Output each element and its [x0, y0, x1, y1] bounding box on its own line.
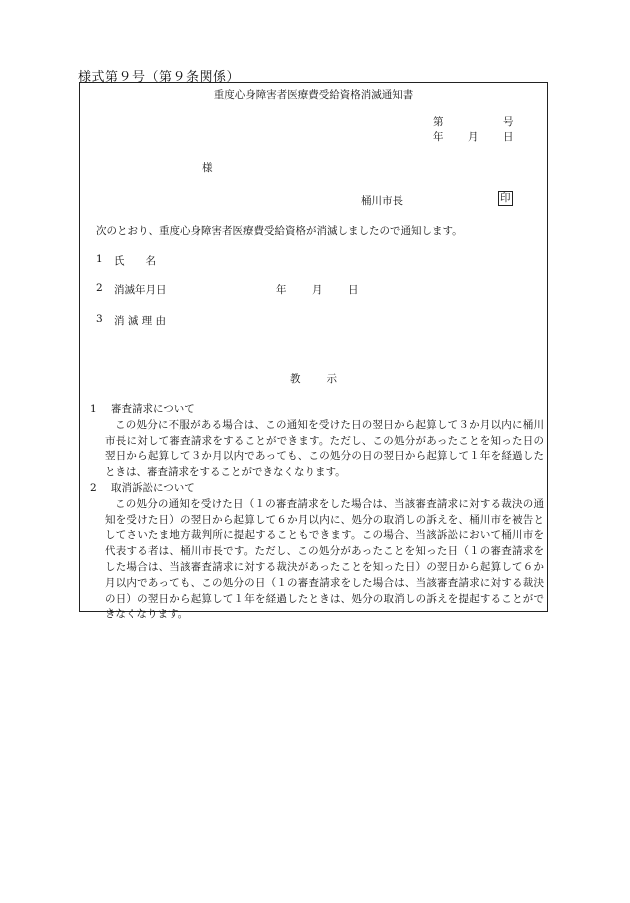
issuer-name: 桶川市長: [361, 195, 403, 207]
note-2-heading-text: 取消訴訟について: [111, 481, 195, 494]
note-1-number: 1: [90, 403, 97, 415]
date-month-label: 月: [468, 131, 479, 143]
date-day-label: 日: [503, 131, 514, 143]
instruction-title: 教示: [290, 373, 363, 385]
instruction-notes: [90, 402, 544, 623]
field-2-day: 日: [348, 284, 359, 296]
number-suffix: 号: [503, 116, 514, 128]
seal-box: 印: [500, 192, 511, 204]
note-2-body: この処分の通知を受けた日（１の審査請求をした場合は、当該審査請求に対する裁決の通知を受けた日）の翌日から起算して６か月以内に、処分の取消しの訴えを、桶川市を被告としてさいたま地方裁判所に提起することもできます。この場合、当該訴訟において桶川市を代表する者は、桶川市長です。ただし、この処分があったことを知った日（１の審査請求をした場合は、当該審査請求に対する裁決があったことを知った日）の翌日から起算して６か月以内であっても、この処分の日（１の審査請求をした場合は、当該審査請求に対する裁決の日）の翌日から起算して１年を経過したときは、処分の取消しの訴えを提起することができなくなります。: [105, 497, 544, 621]
intro-text: 次のとおり、重度心身障害者医療費受給資格が消滅しましたので通知します。: [96, 225, 463, 237]
field-extinction-date-label: 消滅年月日: [114, 284, 167, 296]
document-title: 重度心身障害者医療費受給資格消滅通知書: [213, 89, 414, 101]
note-1-heading-text: 審査請求について: [111, 403, 195, 415]
seal-mark: [498, 191, 513, 206]
note-1-body: この処分に不服がある場合は、この通知を受けた日の翌日から起算して３か月以内に桶川市長に対して審査請求をすることができます。ただし、この処分があったことを知った日の翌日から起算して３か月以内であっても、この処分の日の翌日から起算して１年を経過したときは、審査請求をすることができなくなります。: [105, 418, 544, 479]
field-reason-label: 消 滅 理 由: [114, 315, 167, 327]
note-2-heading: [90, 481, 544, 497]
addressee-suffix: 様: [202, 162, 213, 174]
field-1-number: 1: [96, 253, 103, 265]
notice-form: [79, 82, 548, 621]
form-number: 様式第９号（第９条関係）: [78, 70, 241, 85]
field-2-month: 月: [312, 284, 323, 296]
field-3-number: 3: [96, 313, 103, 325]
field-2-year: 年: [276, 284, 287, 296]
note-2-number: 2: [90, 481, 97, 494]
number-prefix: 第: [433, 116, 444, 128]
field-2-number: 2: [96, 282, 103, 294]
field-name-label: 氏 名: [114, 255, 156, 267]
date-year-label: 年: [433, 131, 444, 143]
note-1-heading: [90, 402, 544, 418]
